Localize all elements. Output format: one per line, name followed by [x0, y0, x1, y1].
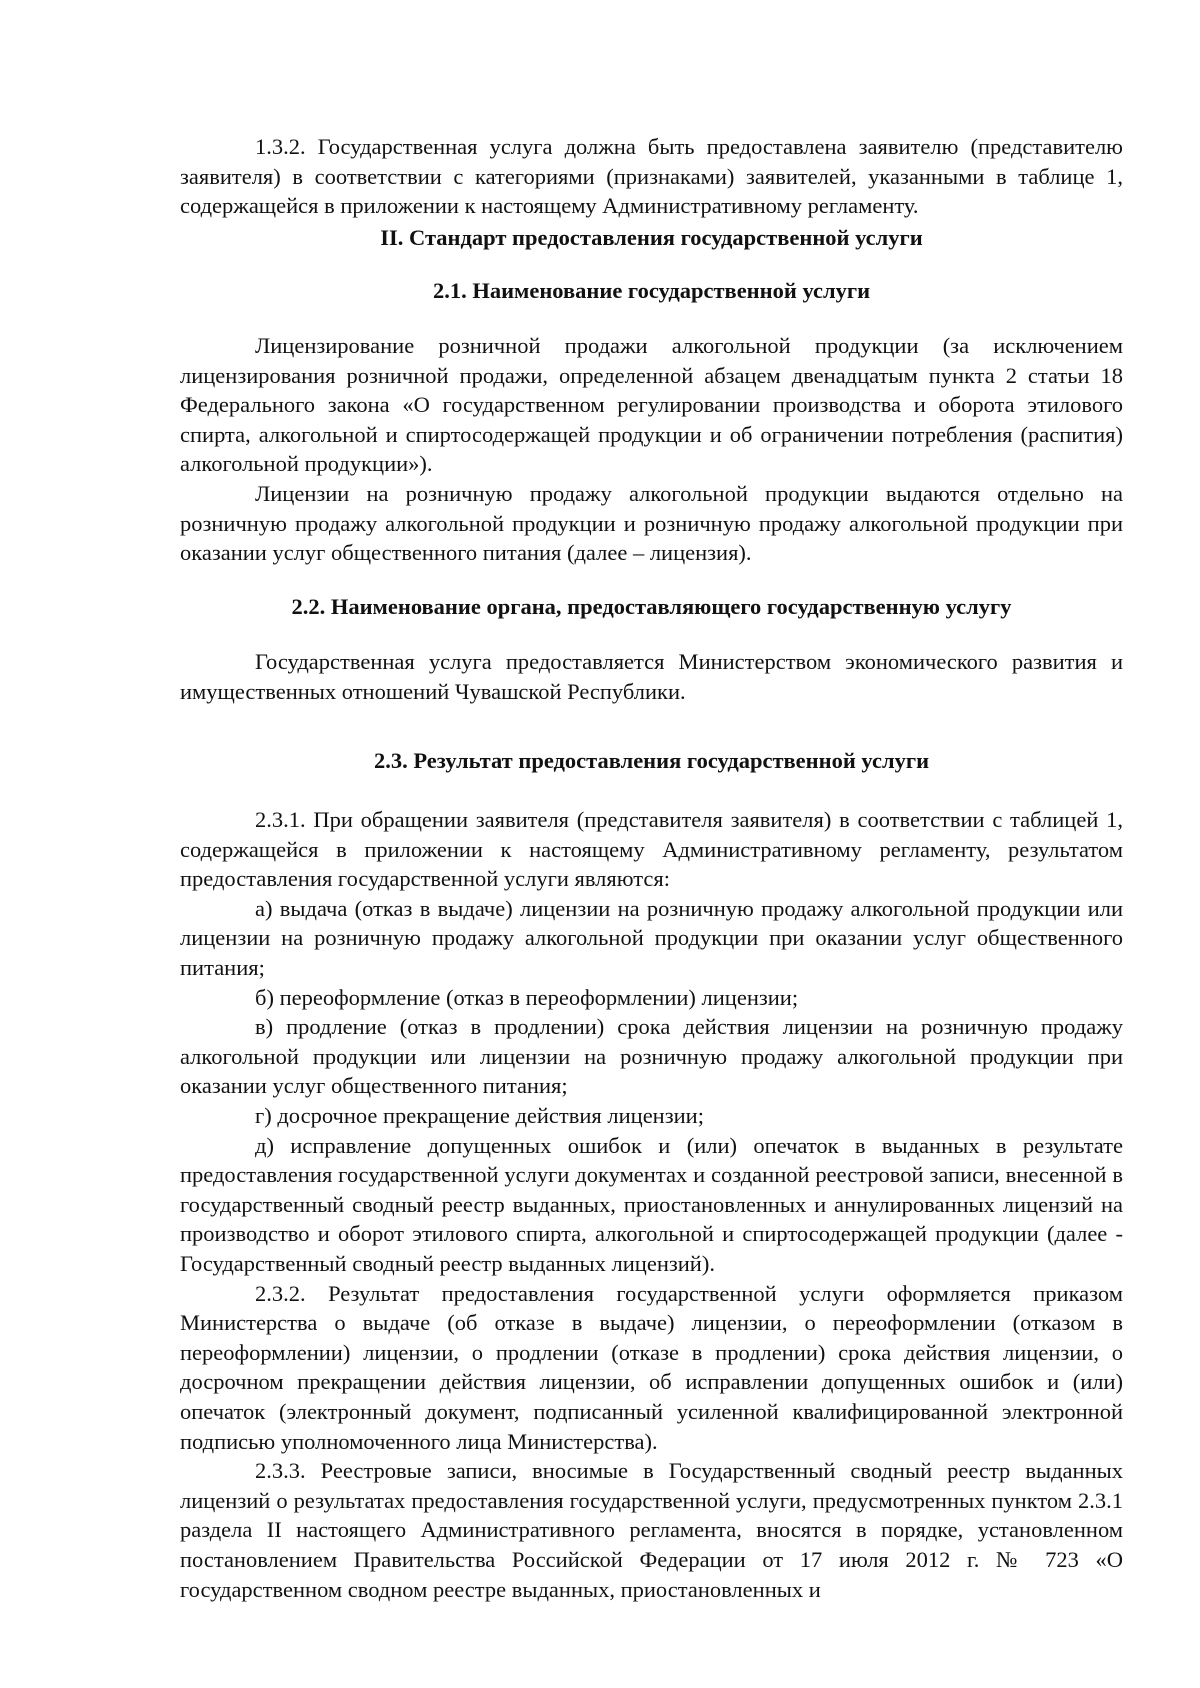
paragraph-1-3-2: 1.3.2. Государственная услуга должна быть предоставлена заявителю (представителю заявителя) в соответствии с категориями (признаками) заявителей, указанными в таблице 1, содержащейся в приложении к настоящему Административному регламенту. [180, 134, 1123, 219]
paragraph-2-1-licensing: Лицензирование розничной продажи алкогольной продукции (за исключением лицензирования розничной продажи, определенной абзацем двенадцатым пункта 2 статьи 18 Федерального закона «О государственном регулировании производства и оборота этилового спирта, алкогольной и спиртосодержащей продукции и об ограничении потребления (распития) алкогольной продукции»). [180, 332, 1123, 477]
section-2-2-title: 2.2. Наименование органа, предоставляющего государственную услугу [291, 593, 1012, 619]
document-body [180, 132, 1123, 1604]
paragraph-2-2-ministry: Государственная услуга предоставляется Министерством экономического развития и имущественных отношений Чувашской Республики. [180, 649, 1123, 704]
section-2-title: II. Стандарт предоставления государственной услуги [380, 224, 923, 250]
list-item-a: а) выдача (отказ в выдаче) лицензии на розничную продажу алкогольной продукции или лицензии на розничную продажу алкогольной продукции при оказании услуг общественного питания; [180, 895, 1123, 981]
section-2-1-title: 2.1. Наименование государственной услуги [432, 278, 871, 304]
paragraph-2-3-3: 2.3.3. Реестровые записи, вносимые в Государственный сводный реестр выданных лицензий о результатах предоставления государственной услуги, предусмотренных пунктом 2.3.1 раздела II настоящего Административного регламента, вносятся в порядке, установленном постановлением Правительства Российской Федерации от 17 июля 2012 г. № 723 «О государственном сводном реестре выданных, приостановленных и [180, 1458, 1123, 1602]
paragraph-2-3-1: 2.3.1. При обращении заявителя (представителя заявителя) в соответствии с таблицей 1, содержащейся в приложении к настоящему Административному регламенту, результатом предоставления государственной услуги являются: [180, 807, 1123, 892]
list-item-d: д) исправление допущенных ошибок и (или) опечаток в выданных в результате предоставления государственной услуги документах и созданной реестровой записи, внесенной в государственный сводный реестр выданных, приостановленных и аннулированных лицензий на производство и оборот этилового спирта, алкогольной и спиртосодержащей продукции (далее - Государственный сводный реестр выданных лицензий). [180, 1132, 1123, 1276]
list-item-v: в) продление (отказ в продлении) срока действия лицензии на розничную продажу алкогольной продукции или лицензии на розничную продажу алкогольной продукции при оказании услуг общественного питания; [180, 1014, 1123, 1099]
list-item-b: б) переоформление (отказ в переоформлении) лицензии; [255, 984, 799, 1010]
paragraph-2-1-licenses-issued: Лицензии на розничную продажу алкогольной продукции выдаются отдельно на розничную продажу алкогольной продукции и розничную продажу алкогольной продукции при оказании услуг общественного питания (далее – лицензия). [180, 480, 1123, 566]
list-item-g: г) досрочное прекращение действия лицензии; [255, 1103, 704, 1129]
section-2-3-title: 2.3. Результат предоставления государственной услуги [373, 747, 930, 773]
paragraph-2-3-2: 2.3.2. Результат предоставления государственной услуги оформляется приказом Министерства о выдаче (об отказе в выдаче) лицензии, о переоформлении (отказом в переоформлении) лицензии, о продлении (отказе в продлении) срока действия лицензии, о досрочном прекращении действия лицензии, об исправлении допущенных ошибок и (или) опечаток (электронный документ, подписанный усиленной квалифицированной электронной подписью уполномоченного лица Министерства). [180, 1280, 1123, 1454]
